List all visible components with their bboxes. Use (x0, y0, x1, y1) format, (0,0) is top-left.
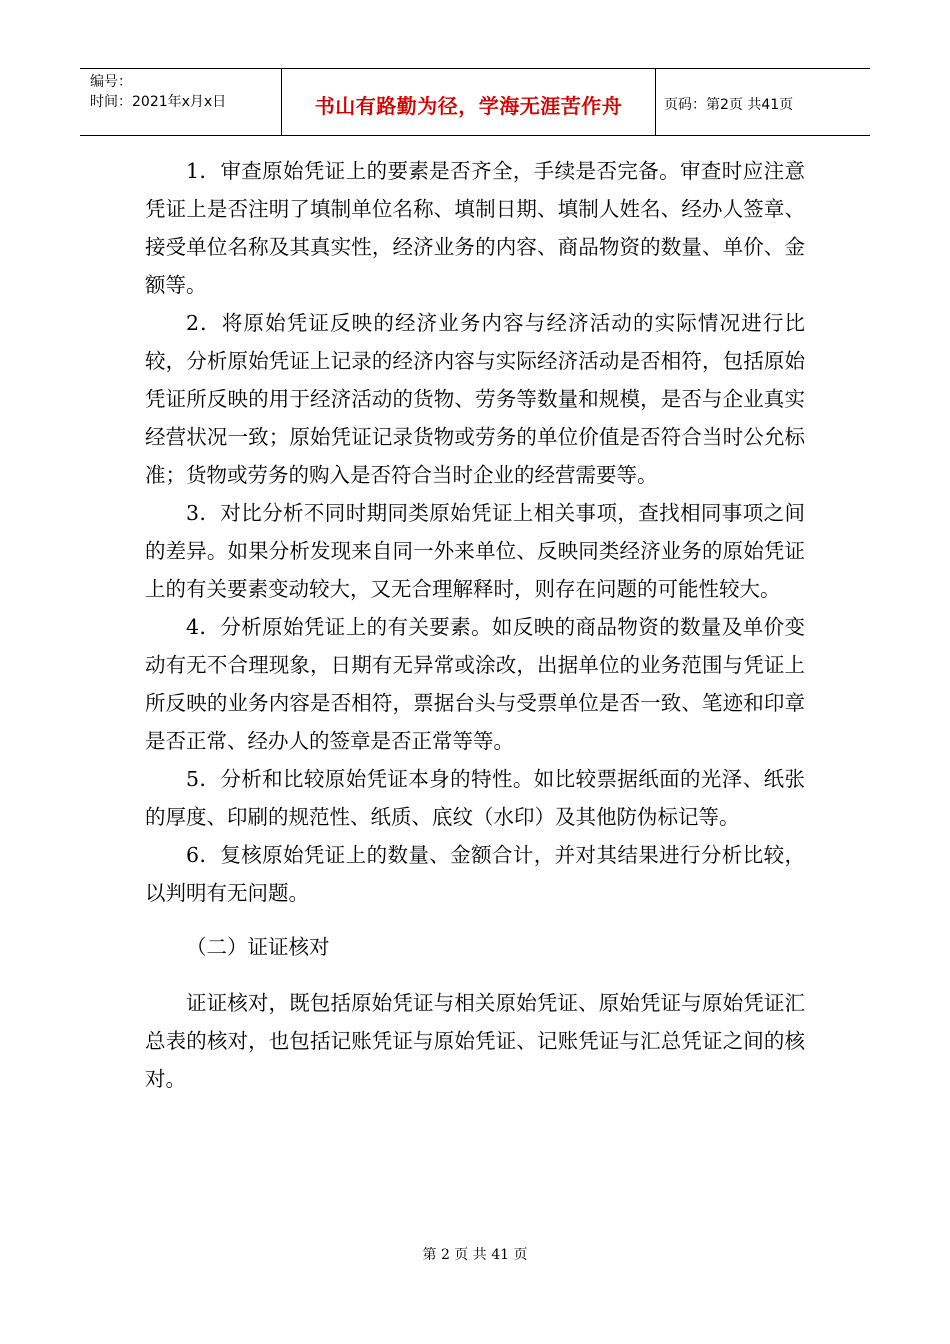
body-paragraph-final: 证证核对，既包括原始凭证与相关原始凭证、原始凭证与原始凭证汇总表的核对，也包括记账凭证与原始凭证、记账凭证与汇总凭证之间的核对。 (145, 991, 805, 1091)
header-page-info: 页码：第2页 共41页 (664, 97, 794, 113)
header-motto: 书山有路勤为径，学海无涯苦作舟 (314, 93, 623, 118)
page-footer (0, 1244, 950, 1264)
document-body (145, 152, 805, 1098)
header-meta (80, 69, 282, 135)
document-number-label: 编号： (90, 74, 132, 90)
body-paragraph-2: 2．将原始凭证反映的经济业务内容与经济活动的实际情况进行比较，分析原始凭证上记录的经济内容与实际经济活动是否相符，包括原始凭证所反映的用于经济活动的货物、劳务等数量和规模，是否与企业真实经营状况一致；原始凭证记录货物或劳务的单位价值是否符合当时公允标准；货物或劳务的购入是否符合当时企业的经营需要等。 (145, 311, 805, 487)
page-header (80, 68, 870, 136)
body-paragraph-4: 4．分析原始凭证上的有关要素。如反映的商品物资的数量及单价变动有无不合理现象，日期有无异常或涂改，出据单位的业务范围与凭证上所反映的业务内容是否相符，票据台头与受票单位是否一致、笔迹和印章是否正常、经办人的签章是否正常等等。 (145, 615, 805, 753)
body-paragraph-5: 5．分析和比较原始凭证本身的特性。如比较票据纸面的光泽、纸张的厚度、印刷的规范性、纸质、底纹（水印）及其他防伪标记等。 (145, 767, 805, 829)
header-motto-cell (282, 69, 656, 135)
footer-page-number: 第 2 页 共 41 页 (422, 1247, 528, 1263)
body-paragraph-3: 3．对比分析不同时期同类原始凭证上相关事项，查找相同事项之间的差异。如果分析发现来自同一外来单位、反映同类经济业务的原始凭证上的有关要素变动较大，又无合理解释时，则存在问题的可能性较大。 (145, 501, 805, 601)
document-date: 时间：2021年x月x日 (90, 94, 227, 110)
body-paragraph-6: 6．复核原始凭证上的数量、金额合计，并对其结果进行分析比较，以判明有无问题。 (145, 843, 805, 905)
body-paragraph-1: 1．审查原始凭证上的要素是否齐全，手续是否完备。审查时应注意凭证上是否注明了填制单位名称、填制日期、填制人姓名、经办人签章、接受单位名称及其真实性，经济业务的内容、商品物资的数量、单价、金额等。 (145, 159, 805, 297)
header-page-info-cell (656, 69, 870, 135)
section-heading: （二）证证核对 (186, 935, 330, 959)
